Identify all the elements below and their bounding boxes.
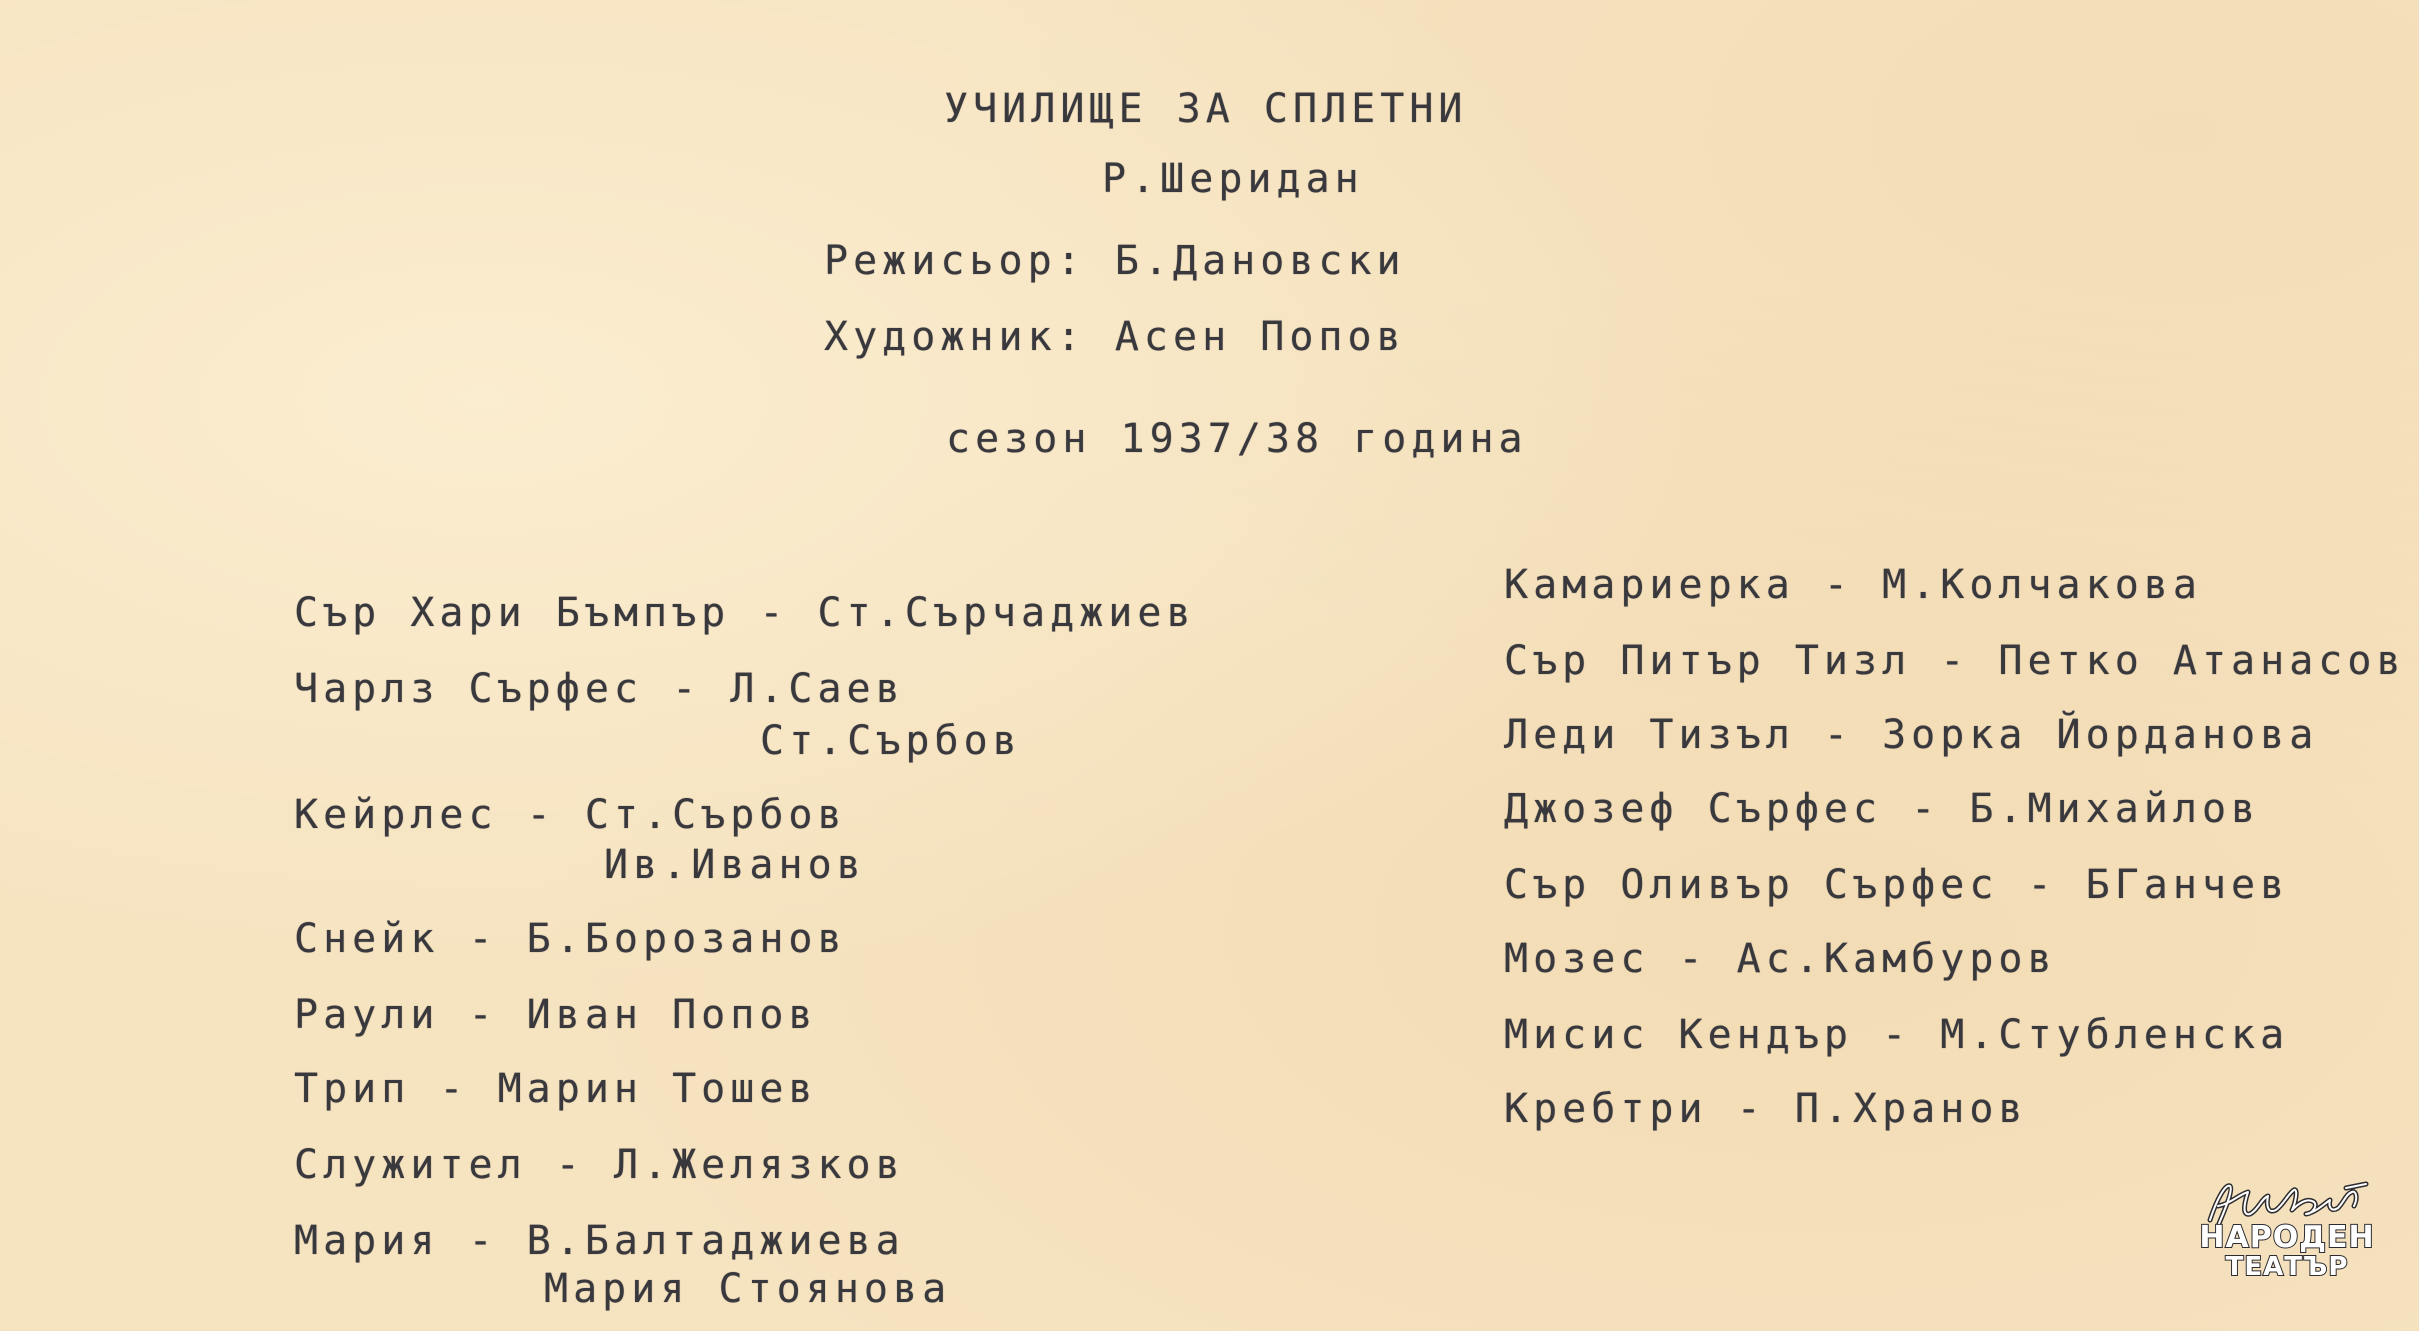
logo-text-line2: ТЕАТЪР xyxy=(2225,1252,2349,1282)
cast-item: Раули - Иван Попов xyxy=(294,992,818,1038)
cast-item: Мозес - Ас.Камбуров xyxy=(1504,936,2057,982)
cast-item-continuation: Ив.Иванов xyxy=(604,842,866,888)
cast-item: Сър Хари Бъмпър - Ст.Сърчаджиев xyxy=(294,590,1196,636)
director-line: Режисьор: Б.Дановски xyxy=(824,238,1406,284)
play-author: Р.Шеридан xyxy=(1102,156,1364,202)
cast-item: Джозеф Сърфес - Б.Михайлов xyxy=(1504,786,2261,832)
cast-item: Леди Тизъл - Зорка Йорданова xyxy=(1504,712,2319,758)
cast-item: Мисис Кендър - М.Стубленска xyxy=(1504,1012,2290,1058)
cast-item-continuation: Мария Стоянова xyxy=(544,1266,952,1312)
cast-item: Трип - Марин Тошев xyxy=(294,1066,818,1112)
cast-item: Мария - В.Балтаджиева xyxy=(294,1218,905,1264)
cast-item: Снейк - Б.Борозанов xyxy=(294,916,847,962)
cast-item: Камариерка - М.Колчакова xyxy=(1504,562,2202,608)
cast-item-continuation: Ст.Сърбов xyxy=(760,718,1022,764)
cast-item: Кребтри - П.Хранов xyxy=(1504,1086,2028,1132)
cast-item: Кейрлес - Ст.Сърбов xyxy=(294,792,847,838)
cast-item: Чарлз Сърфес - Л.Саев xyxy=(294,666,905,712)
cast-item: Сър Оливър Сърфес - БГанчев xyxy=(1504,862,2290,908)
national-theatre-logo xyxy=(2196,1176,2378,1284)
play-title: УЧИЛИЩЕ ЗА СПЛЕТНИ xyxy=(944,86,1468,132)
cast-item: Служител - Л.Желязков xyxy=(294,1142,905,1188)
cast-item: Сър Питър Тизл - Петко Атанасов xyxy=(1504,638,2406,684)
logo-text-line1: НАРОДЕН xyxy=(2199,1220,2375,1255)
season-line: сезон 1937/38 година xyxy=(946,416,1528,462)
artist-line: Художник: Асен Попов xyxy=(824,314,1406,360)
